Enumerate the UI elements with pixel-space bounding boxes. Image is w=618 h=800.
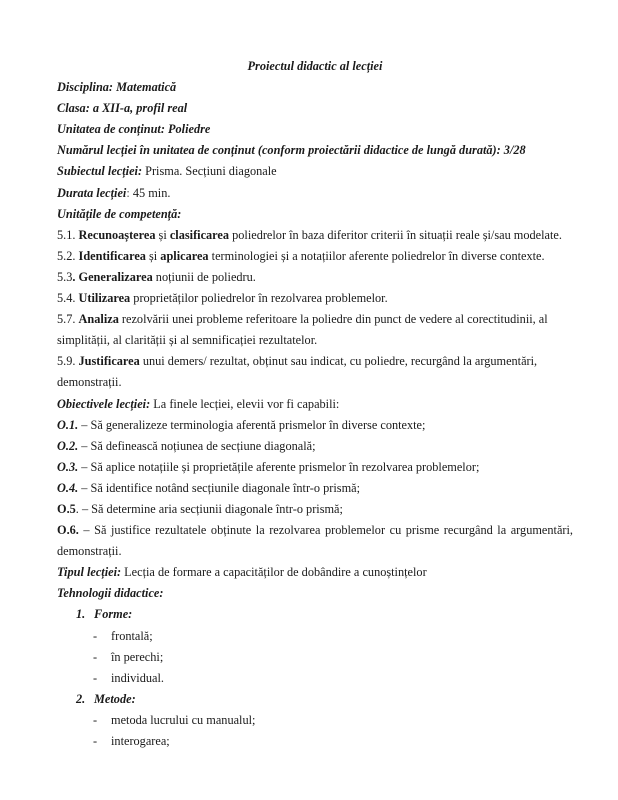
competenta-item-continuation: simplității, al clarității și al semnificației rezultatelor.	[57, 333, 318, 348]
competenta-keyword: aplicarea	[160, 248, 209, 263]
competenta-number: 5.3	[57, 269, 73, 284]
obiective-label: Obiectivele lecției:	[57, 396, 151, 411]
objective-text: – Să definească noțiunea de secțiune diagonală;	[78, 438, 316, 453]
objective-item	[57, 436, 573, 457]
dash-bullet-icon: -	[93, 670, 98, 685]
list-item	[57, 731, 573, 752]
list-item	[57, 626, 573, 647]
document-page	[57, 56, 573, 752]
group-number: 1.	[76, 607, 86, 622]
competenta-number: 5.1.	[57, 227, 79, 242]
group-label: Forme:	[94, 607, 133, 622]
competenta-item-continuation: demonstrații.	[57, 375, 122, 390]
competenta-number: 5.9.	[57, 354, 79, 369]
competenta-number: 5.7.	[57, 312, 79, 327]
tehnologii-group-forme	[57, 604, 573, 625]
competenta-item	[57, 351, 573, 372]
subiectul-line	[57, 161, 573, 182]
obiective-intro: La finele lecției, elevii vor fi capabili:	[150, 396, 340, 411]
obiective-line	[57, 394, 573, 415]
tipul-value: Lecția de formare a capacităților de dobândire a cunoștințelor	[121, 565, 427, 580]
unitatea-line: Unitatea de conținut: Poliedre	[57, 122, 211, 137]
objective-code: O.6.	[57, 523, 79, 538]
tehnologii-group-metode	[57, 689, 573, 710]
tehnologii-heading: Tehnologii didactice:	[57, 586, 164, 601]
list-item	[57, 647, 573, 668]
competenta-text: proprietăților poliedrelor în rezolvarea problemelor.	[130, 291, 388, 306]
competenta-item	[57, 225, 573, 246]
disciplina-line: Disciplina: Matematică	[57, 80, 177, 95]
competenta-text: și	[155, 227, 170, 242]
subiectul-label: Subiectul lecției:	[57, 164, 143, 179]
objective-item-continuation: demonstrații.	[57, 544, 122, 559]
competenta-text: rezolvării unei probleme referitoare la poliedre din punct de vedere al corectitudinii, al	[118, 312, 548, 327]
subiectul-value: Prisma. Secțiuni diagonale	[142, 164, 277, 179]
objective-text: . – Să determine aria secțiunii diagonale într-o prismă;	[75, 501, 343, 516]
list-item-text: frontală;	[111, 628, 153, 643]
competenta-keyword: . Generalizarea	[72, 269, 153, 284]
competenta-keyword: Identificarea	[78, 248, 146, 263]
competenta-number: 5.2.	[57, 248, 79, 263]
objective-item	[57, 457, 573, 478]
competente-heading: Unitățile de competență:	[57, 206, 182, 221]
group-label: Metode:	[94, 691, 136, 706]
durata-colon: :	[126, 185, 130, 200]
competenta-text: unui demers/ rezultat, obținut sau indicat, cu poliedre, recurgând la argumentări,	[139, 354, 538, 369]
objective-text: – Să justifice rezultatele obținute la rezolvarea problemelor cu prisme recurgând la argumentări,	[78, 523, 573, 538]
competenta-text: poliedrelor în baza diferitor criterii în situații reale și/sau modelate.	[229, 227, 562, 242]
competenta-keyword: Recunoașterea	[78, 227, 156, 242]
list-item	[57, 668, 573, 689]
objective-code: O.3.	[57, 459, 79, 474]
competenta-keyword: Utilizarea	[78, 291, 131, 306]
objective-item	[57, 499, 573, 520]
durata-line	[57, 183, 573, 204]
dash-bullet-icon: -	[93, 649, 98, 664]
objective-code: O.1.	[57, 417, 79, 432]
objective-code: O.5	[57, 501, 76, 516]
competenta-item	[57, 309, 573, 330]
competenta-item	[57, 267, 573, 288]
list-item-text: individual.	[111, 670, 164, 685]
numarul-lectiei-line: Numărul lecției în unitatea de conținut (conform proiectării didactice de lungă durată): 3/28	[57, 143, 526, 158]
competenta-item	[57, 246, 573, 267]
list-item	[57, 710, 573, 731]
objective-text: – Să aplice notațiile și proprietățile aferente prismelor în rezolvarea problemelor;	[78, 459, 480, 474]
dash-bullet-icon: -	[93, 628, 98, 643]
objective-code: O.2.	[57, 438, 79, 453]
list-item-text: în perechi;	[111, 649, 164, 664]
dash-bullet-icon: -	[93, 734, 98, 748]
competenta-keyword: Analiza	[78, 312, 119, 327]
tipul-lectiei-line	[57, 562, 573, 583]
objective-item	[57, 478, 573, 499]
objective-text: – Să identifice notând secțiunile diagonale într-o prismă;	[78, 480, 361, 495]
objective-code: O.4.	[57, 480, 79, 495]
durata-value: 45 min.	[129, 185, 171, 200]
list-item-text: interogarea;	[111, 734, 170, 748]
objective-item	[57, 520, 573, 541]
competenta-number: 5.4.	[57, 291, 79, 306]
competenta-text: și	[145, 248, 161, 263]
tipul-label: Tipul lecției:	[57, 565, 122, 580]
competenta-item	[57, 288, 573, 309]
competenta-keyword: Justificarea	[78, 354, 140, 369]
group-number: 2.	[76, 691, 86, 706]
objective-item	[57, 415, 573, 436]
durata-label: Durata lecției	[57, 185, 127, 200]
clasa-line: Clasa: a XII-a, profil real	[57, 101, 188, 116]
objective-text: – Să generalizeze terminologia aferentă prismelor în diverse contexte;	[78, 417, 426, 432]
dash-bullet-icon: -	[93, 712, 98, 727]
list-item-text: metoda lucrului cu manualul;	[111, 712, 256, 727]
document-title: Proiectul didactic al lecției	[247, 59, 383, 73]
competenta-text: noțiunii de poliedru.	[152, 269, 256, 284]
competenta-text: terminologiei și a notațiilor aferente poliedrelor în diverse contexte.	[208, 248, 545, 263]
competenta-keyword: clasificarea	[169, 227, 230, 242]
